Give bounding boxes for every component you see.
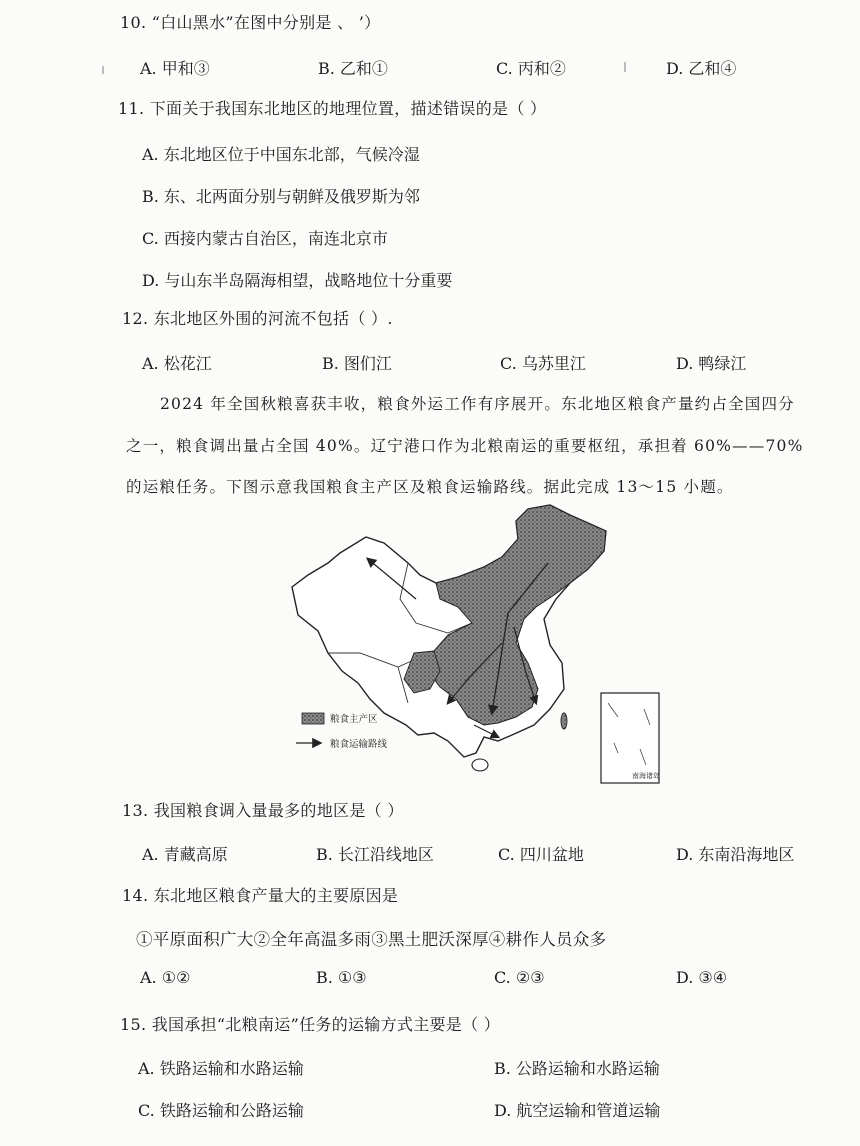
passage-line-2: 之一，粮食调出量占全国 40%。辽宁港口作为北粮南运的重要枢纽，承担着 60%——70% (126, 437, 804, 455)
question-14-option-c: C. ②③ (494, 968, 545, 987)
question-15-option-a: A. 铁路运输和水路运输 (138, 1059, 304, 1078)
grain-map-figure (288, 503, 672, 785)
question-10-option-d: D. 乙和④ (666, 59, 737, 78)
question-14-statements: ①平原面积广大②全年高温多雨③黑土肥沃深厚④耕作人员众多 (136, 930, 607, 949)
question-11-option-b: B. 东、北两面分别与朝鲜及俄罗斯为邻 (142, 187, 420, 206)
question-12-option-c: C. 乌苏里江 (500, 354, 586, 373)
question-12-stem: 12. 东北地区外围的河流不包括（ ）. (122, 309, 393, 328)
inset-label: 南海诸岛 (632, 772, 660, 780)
legend-grain-area: 粮食主产区 (330, 714, 378, 725)
question-13-option-d: D. 东南沿海地区 (676, 845, 795, 864)
question-10-option-c: C. 丙和② (496, 59, 566, 78)
scan-speck (102, 66, 104, 74)
question-10-stem: 10. “白山黑水”在图中分别是 、 ’） (120, 13, 381, 32)
question-12-option-a: A. 松花江 (142, 354, 212, 373)
passage-line-3: 的运粮任务。下图示意我国粮食主产区及粮食运输路线。据此完成 13～15 小题。 (126, 478, 734, 496)
question-10-option-b: B. 乙和① (318, 59, 388, 78)
question-11-option-d: D. 与山东半岛隔海相望，战略地位十分重要 (142, 271, 453, 290)
question-11-option-c: C. 西接内蒙古自治区，南连北京市 (142, 229, 388, 248)
question-15-option-b: B. 公路运输和水路运输 (494, 1059, 660, 1078)
question-13-option-b: B. 长江沿线地区 (316, 845, 434, 864)
scan-speck (624, 62, 626, 72)
question-15-option-c: C. 铁路运输和公路运输 (138, 1101, 304, 1120)
question-11-option-a: A. 东北地区位于中国东北部，气候冷湿 (142, 145, 420, 164)
passage-line-1: 2024 年全国秋粮喜获丰收，粮食外运工作有序展开。东北地区粮食产量约占全国四分 (160, 395, 795, 413)
question-12-option-b: B. 图们江 (322, 354, 392, 373)
question-15-option-d: D. 航空运输和管道运输 (494, 1101, 661, 1120)
question-13-option-a: A. 青藏高原 (142, 845, 228, 864)
question-13-option-c: C. 四川盆地 (498, 845, 584, 864)
question-14-option-d: D. ③④ (676, 968, 728, 987)
question-14-option-b: B. ①③ (316, 968, 367, 987)
legend-grain-route: 粮食运输路线 (330, 739, 388, 750)
question-12-option-d: D. 鸭绿江 (676, 354, 747, 373)
question-15-stem: 15. 我国承担“北粮南运”任务的运输方式主要是（ ） (120, 1015, 501, 1034)
question-11-stem: 11. 下面关于我国东北地区的地理位置，描述错误的是（ ） (118, 99, 547, 118)
question-13-stem: 13. 我国粮食调入量最多的地区是（ ） (122, 801, 404, 820)
question-14-stem: 14. 东北地区粮食产量大的主要原因是 (122, 886, 399, 905)
question-14-option-a: A. ①② (140, 968, 191, 987)
question-10-option-a: A. 甲和③ (140, 59, 210, 78)
